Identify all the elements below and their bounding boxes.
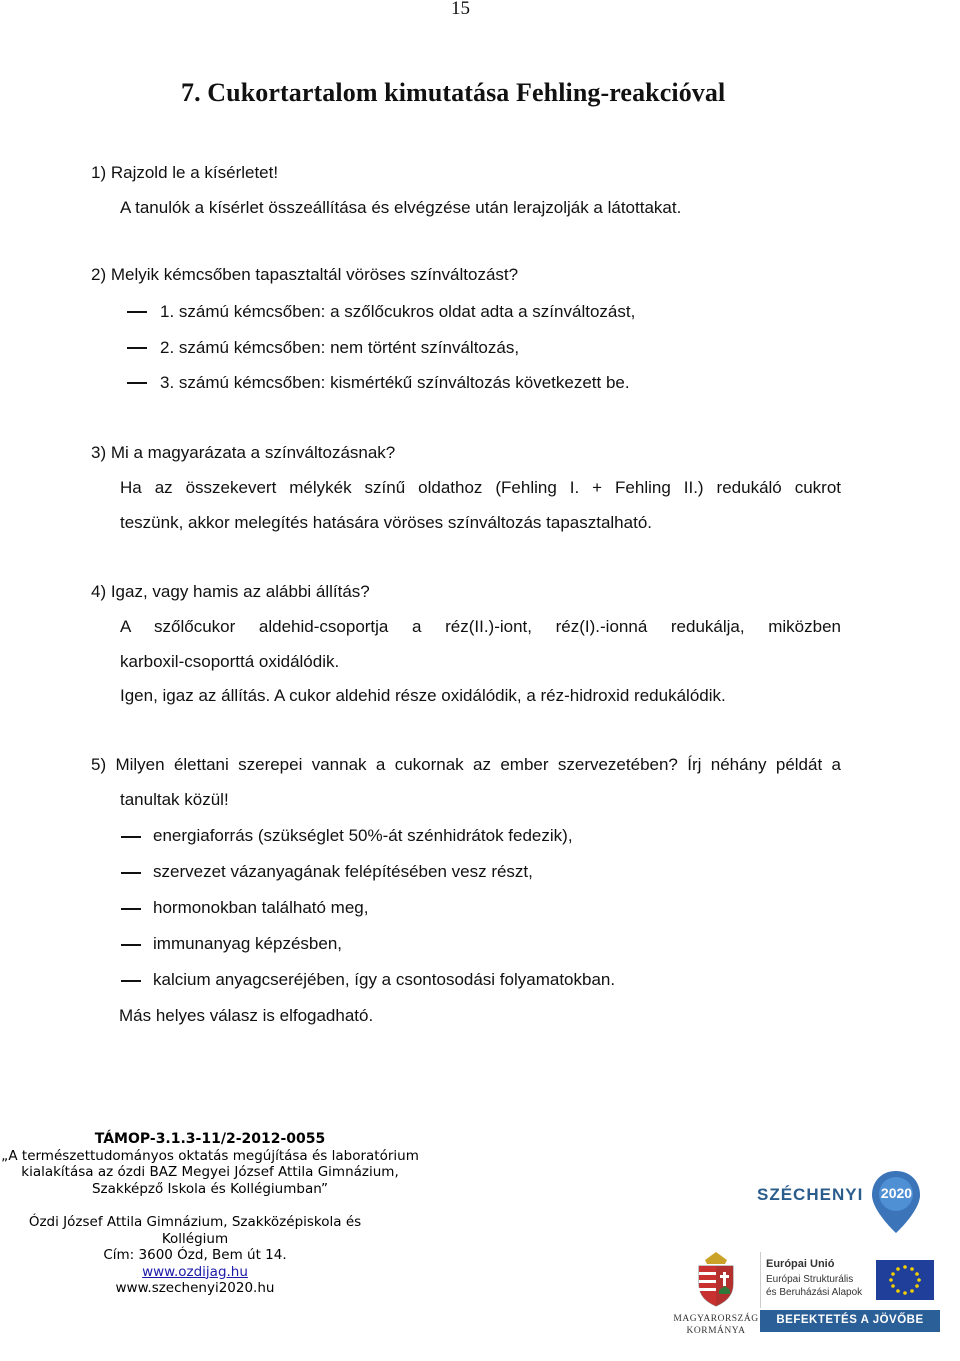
school-address: Cím: 3600 Ózd, Bem út 14. [103,1247,287,1263]
investment-banner-text: BEFEKTETÉS A JÖVŐBE [776,1314,924,1326]
answer-5-item: immunanyag képzésben, [153,934,343,953]
question-5-line: tanultak közül! [120,790,229,809]
project-code: TÁMOP-3.1.3-11/2-2012-0055 [94,1131,326,1147]
answer-5-item: kalcium anyagcseréjében, így a csontosodási folyamatokban. [153,970,616,989]
project-line: kialakítása az ózdi BAZ Megyei József Attila Gimnázium, [21,1164,399,1180]
page-title: 7. Cukortartalom kimutatása Fehling-reakcióval [181,78,726,107]
dash-bullet [127,347,147,349]
footer-school [0,1214,390,1297]
answer-3-line: Ha az összekevert mélykék színű oldathoz (Fehling I. + Fehling II.) redukáló cukrot [120,478,841,497]
project-line: „A természettudományos oktatás megújítása és laboratórium [1,1147,419,1164]
question-4: 4) Igaz, vagy hamis az alábbi állítás? [91,582,370,601]
dash-bullet [121,872,141,874]
government-name: KORMÁNYA [686,1326,746,1336]
government-name: MAGYARORSZÁG [673,1314,759,1324]
eu-flag-icon [876,1260,934,1300]
question-2: 2) Melyik kémcsőben tapasztaltál vöröses színváltozást? [91,265,519,284]
school-name: Kollégium [161,1230,229,1247]
eu-name: Európai Unió [766,1258,835,1270]
eu-funds-name: és Beruházási Alapok [766,1287,863,1298]
dash-bullet [127,382,147,384]
answer-5-item: szervezet vázanyagának felépítésében vesz részt, [153,862,533,881]
question-1: 1) Rajzold le a kísérletet! [91,163,279,182]
location-pin-icon [870,1169,922,1235]
statement-4-line: A szőlőcukor aldehid-csoportja a réz(II.)-iont, réz(I).-ionná redukálja, miközben [120,617,841,636]
answer-5-note: Más helyes válasz is elfogadható. [119,1006,374,1025]
szechenyi-text: SZÉCHENYI [757,1185,864,1204]
question-3: 3) Mi a magyarázata a színváltozásnak? [91,443,396,462]
dash-bullet [121,908,141,910]
answer-2-item: 1. számú kémcsőben: a szőlőcukros oldat adta a színváltozást, [160,302,636,321]
page-number: 15 [451,0,470,19]
dash-bullet [121,980,141,982]
school-website-link[interactable]: www.ozdijag.hu [142,1263,248,1280]
dash-bullet [121,944,141,946]
dash-bullet [127,311,147,313]
hungary-government-logo [666,1250,766,1340]
statement-4-line: karboxil-csoporttá oxidálódik. [120,652,340,671]
answer-2-item: 3. számú kémcsőben: kismértékű színváltozás következett be. [160,373,630,392]
school-name: Ózdi József Attila Gimnázium, Szakközépiskola és [28,1214,362,1230]
answer-3-line: teszünk, akkor melegítés hatására vöröses színváltozás tapasztalható. [120,513,652,532]
eu-funds-name: Európai Strukturális [766,1274,854,1285]
investment-banner [760,1310,940,1332]
answer-5-item: hormonokban található meg, [153,898,369,917]
eu-funds-logo [760,1252,940,1342]
project-line: Szakképző Iskola és Kollégiumban” [91,1180,329,1197]
szechenyi-website: www.szechenyi2020.hu [115,1280,275,1296]
szechenyi-year: 2020 [880,1185,913,1201]
question-5-line: 5) Milyen élettani szerepei vannak a cukornak az ember szervezetében? Írj néhány példát a [91,755,841,774]
answer-4: Igen, igaz az állítás. A cukor aldehid része oxidálódik, a réz-hidroxid redukálódik. [120,686,726,705]
szechenyi-2020-logo [752,1173,942,1233]
answer-5-item: energiaforrás (szükséglet 50%-át szénhidrátok fedezik), [153,826,573,845]
dash-bullet [121,836,141,838]
answer-2-item: 2. számú kémcsőben: nem történt színváltozás, [160,338,520,357]
coat-of-arms-icon [691,1250,741,1308]
answer-1: A tanulók a kísérlet összeállítása és elvégzése után lerajzolják a látottakat. [120,198,682,217]
footer-project [0,1131,420,1197]
